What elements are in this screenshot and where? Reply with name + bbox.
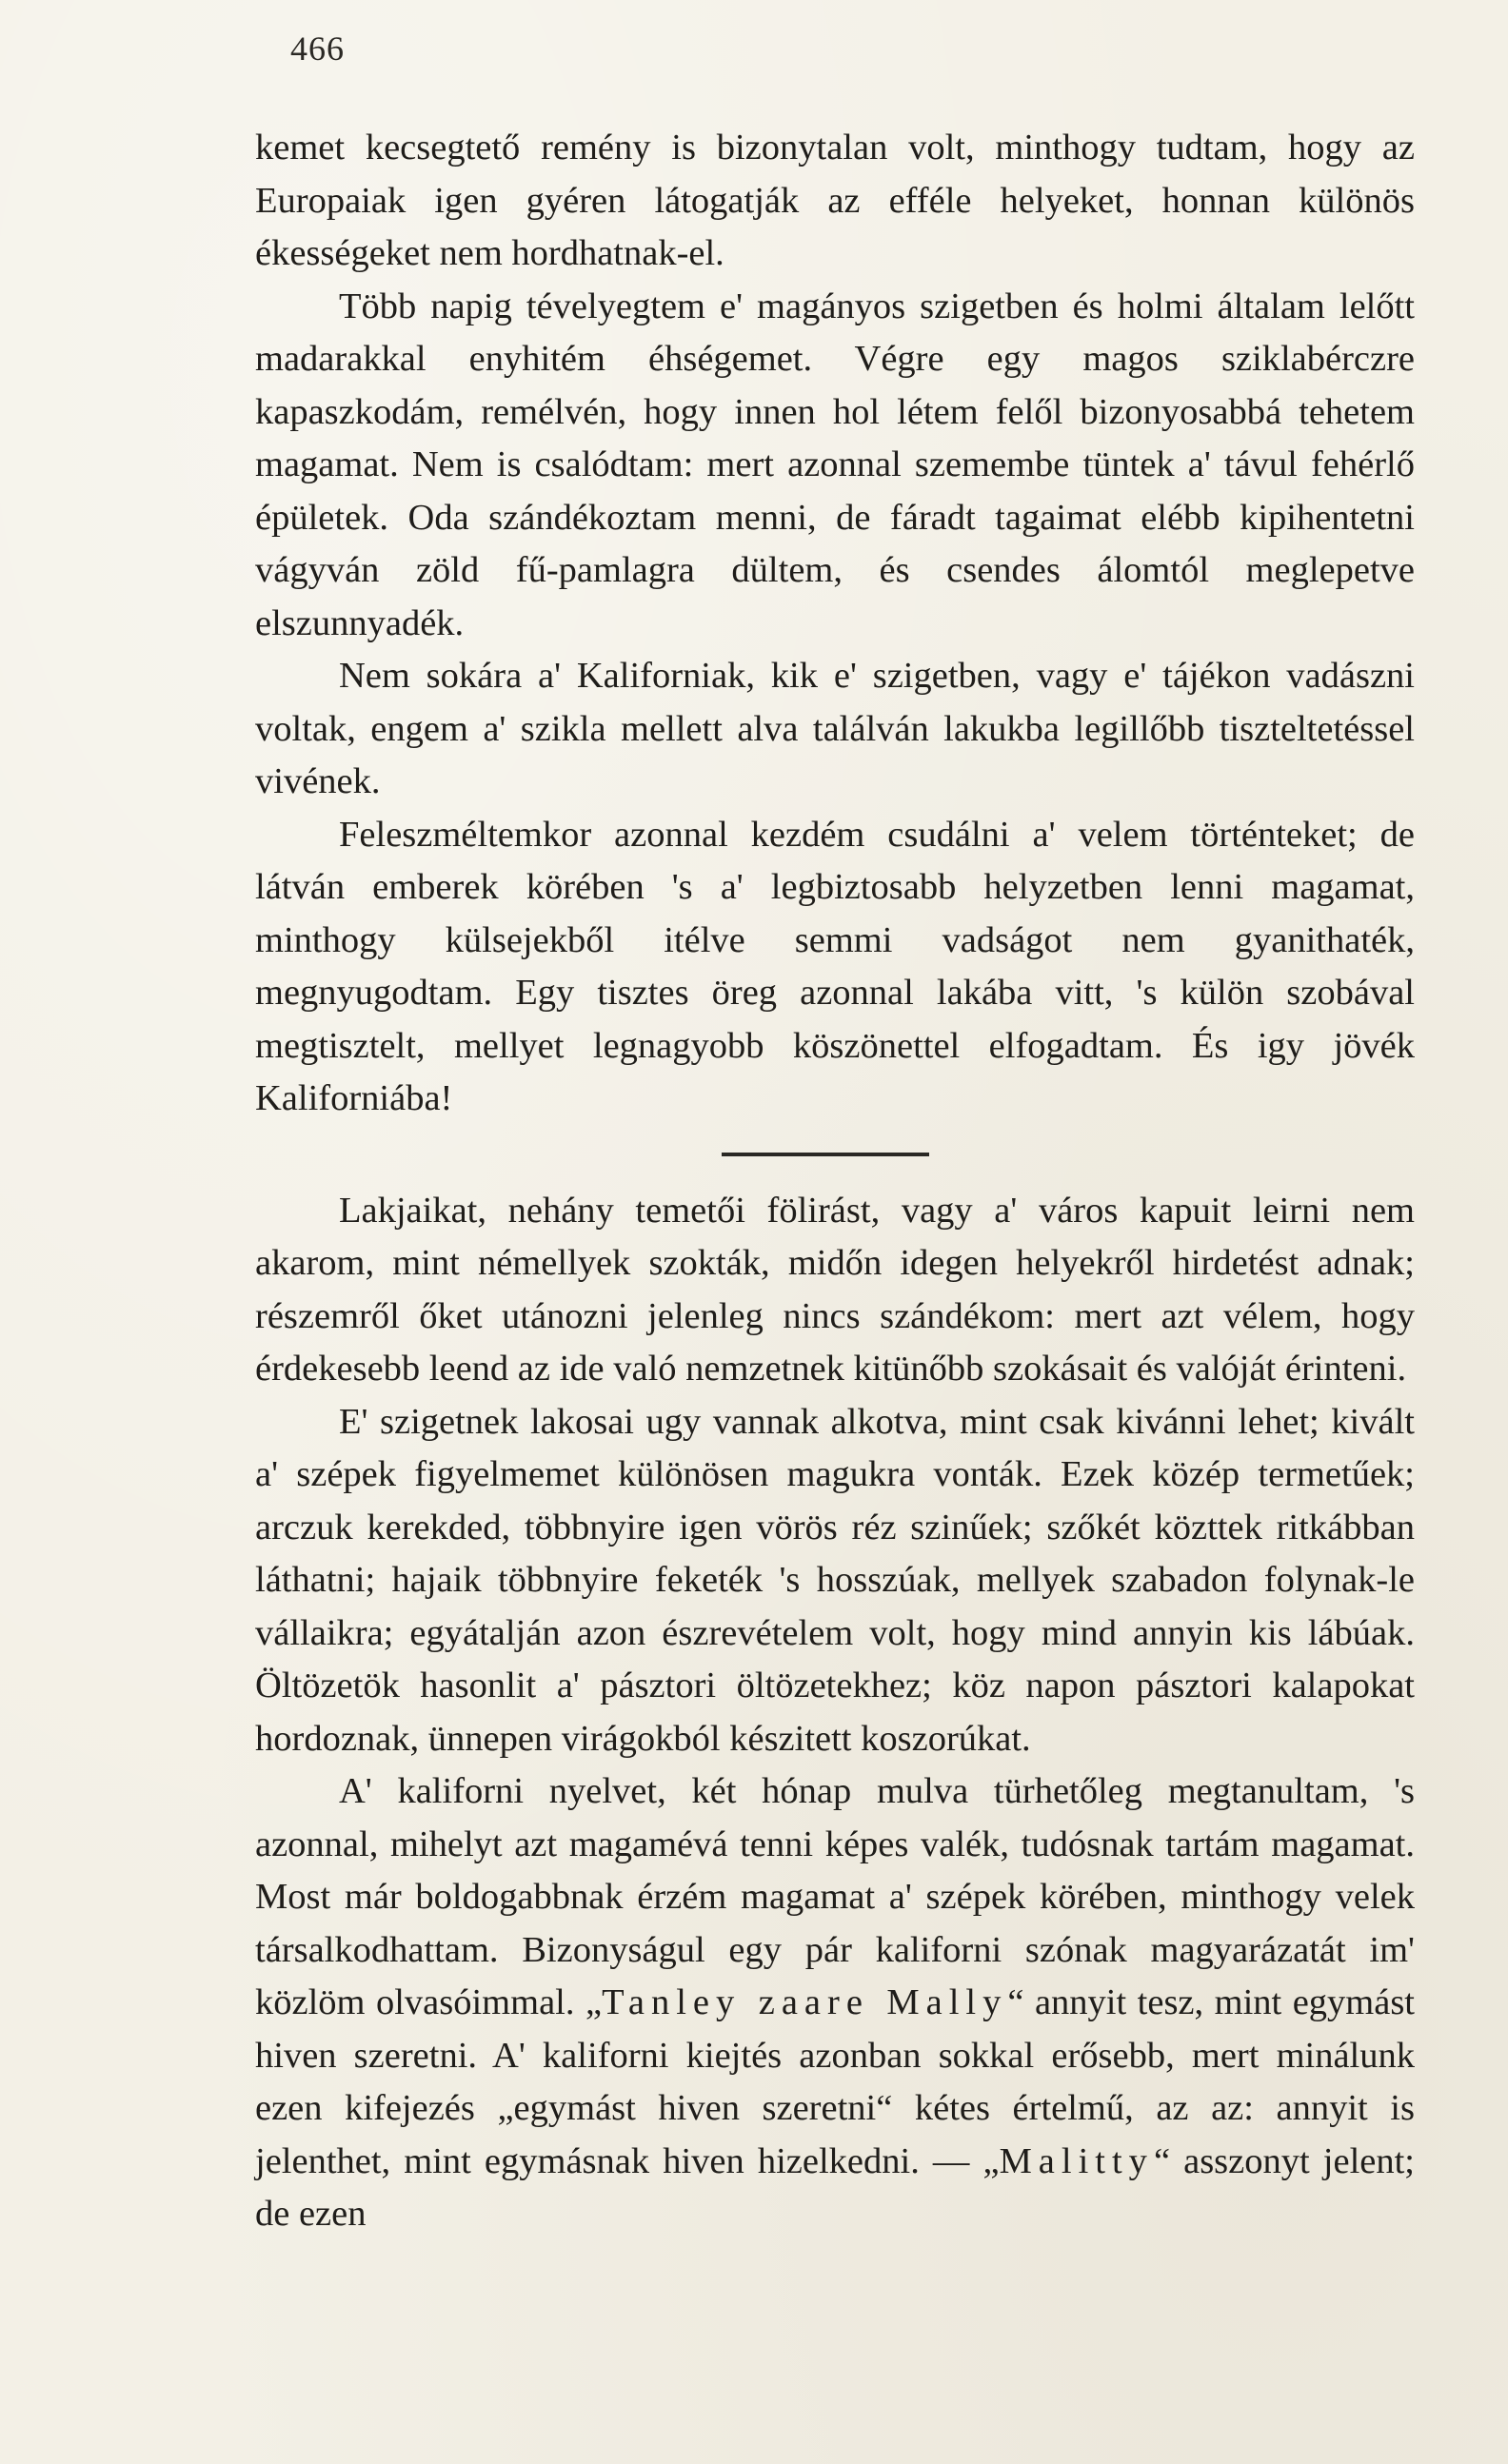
paragraph-3: Nem sokára a' Kaliforniak, kik e' szigetben, vagy e' tájékon vadászni voltak, engem a' szikla mellett alva találván lakukba legillőbb tiszteltetéssel vivének. xyxy=(255,656,1415,801)
paragraph-7-part-3: “ asszonyt jelent; de ezen xyxy=(255,2140,1415,2234)
paragraph-7-part-2: “ annyit tesz, mint egymást hiven szeretni. A' kaliforni kiejtés azonban sokkal erősebb, mert minálunk ezen kifejezés „egymást hiven szeretni“ kétes értelmű, az az: annyit is jelenthet, mint egymásnak hiven hizelkedni. — „ xyxy=(255,1982,1415,2181)
paragraph-2: Több napig tévelyegtem e' magányos szigetben és holmi általam lelőtt madarakkal enyhitém éhségemet. Végre egy magos sziklabérczre kapaszkodám, remélvén, hogy innen hol létem felől bizonyosabbá tehetem magamat. Nem is csalódtam: mert azonnal szemembe tüntek a' távul fehérlő épületek. Oda szándékoztam menni, de fáradt tagaimat elébb kipihentetni vágyván zöld fű-pamlagra dültem, és csendes álomtól meglepetve elszunnyadék. xyxy=(255,286,1415,643)
quoted-word-malitty: Malitty xyxy=(999,2140,1154,2181)
page-text-block xyxy=(255,122,1415,2241)
paragraph-7 xyxy=(255,1765,1415,2241)
paragraph-4: Feleszméltemkor azonnal kezdém csudálni a' velem történteket; de látván emberek körében 's a' legbiztosabb helyzetben lenni magamat, minthogy külsejekből itélve semmi vadságot nem gyanithaték, megnyugodtam. Egy tisztes öreg azonnal lakába vitt, 's külön szobával megtisztelt, mellyet legnagyobb köszönettel elfogadtam. És igy jövék Kaliforniába! xyxy=(255,814,1415,1118)
paragraph-1: kemet kecsegtető remény is bizonytalan volt, minthogy tudtam, hogy az Europaiak igen gyéren látogatják az efféle helyeket, honnan különös ékességeket nem hordhatnak-el. xyxy=(255,128,1415,273)
paragraph-5: Lakjaikat, nehány temetői fölirást, vagy a' város kapuit leirni nem akarom, mint némellyek szokták, midőn idegen helyekről hirdetést adnak; részemről őket utánozni jelenleg nincs szándékom: mert azt vélem, hogy érdekesebb leend az ide való nemzetnek kitünőbb szokásait és valóját érinteni. xyxy=(255,1190,1415,1389)
paragraph-6: E' szigetnek lakosai ugy vannak alkotva, mint csak kivánni lehet; kivált a' szépek figyelmemet különösen magukra vonták. Ezek közép termetűek; arczuk kerekded, többnyire igen vörös réz szinűek; szőkét közttek ritkábban láthatni; hajaik többnyire feketék 's hosszúak, mellyek szabadon folynak-le vállaikra; egyátalján azon észrevételem volt, hogy mind annyin kis lábúak. Öltözetök hasonlit a' pásztori öltözetekhez; köz napon pásztori kalapokat hordoznak, ünnepen virágokból készitett koszorúkat. xyxy=(255,1401,1415,1759)
section-divider-rule xyxy=(722,1153,929,1156)
paragraph-7-part-1: A' kaliforni nyelvet, két hónap mulva türhetőleg megtanultam, 's azonnal, mihelyt azt magamévá tenni képes valék, tudósnak tartám magamat. Most már boldogabbnak érzém magamat a' szépek körében, minthogy velek társalkodhattam. Bizonyságul egy pár kaliforni szónak magyarázatát im' közlöm olvasóimmal. „ xyxy=(255,1771,1415,2022)
page-number: 466 xyxy=(290,30,345,68)
quoted-phrase-tanley-zaare-mally: Tanley zaare Mally xyxy=(602,1982,1008,2022)
